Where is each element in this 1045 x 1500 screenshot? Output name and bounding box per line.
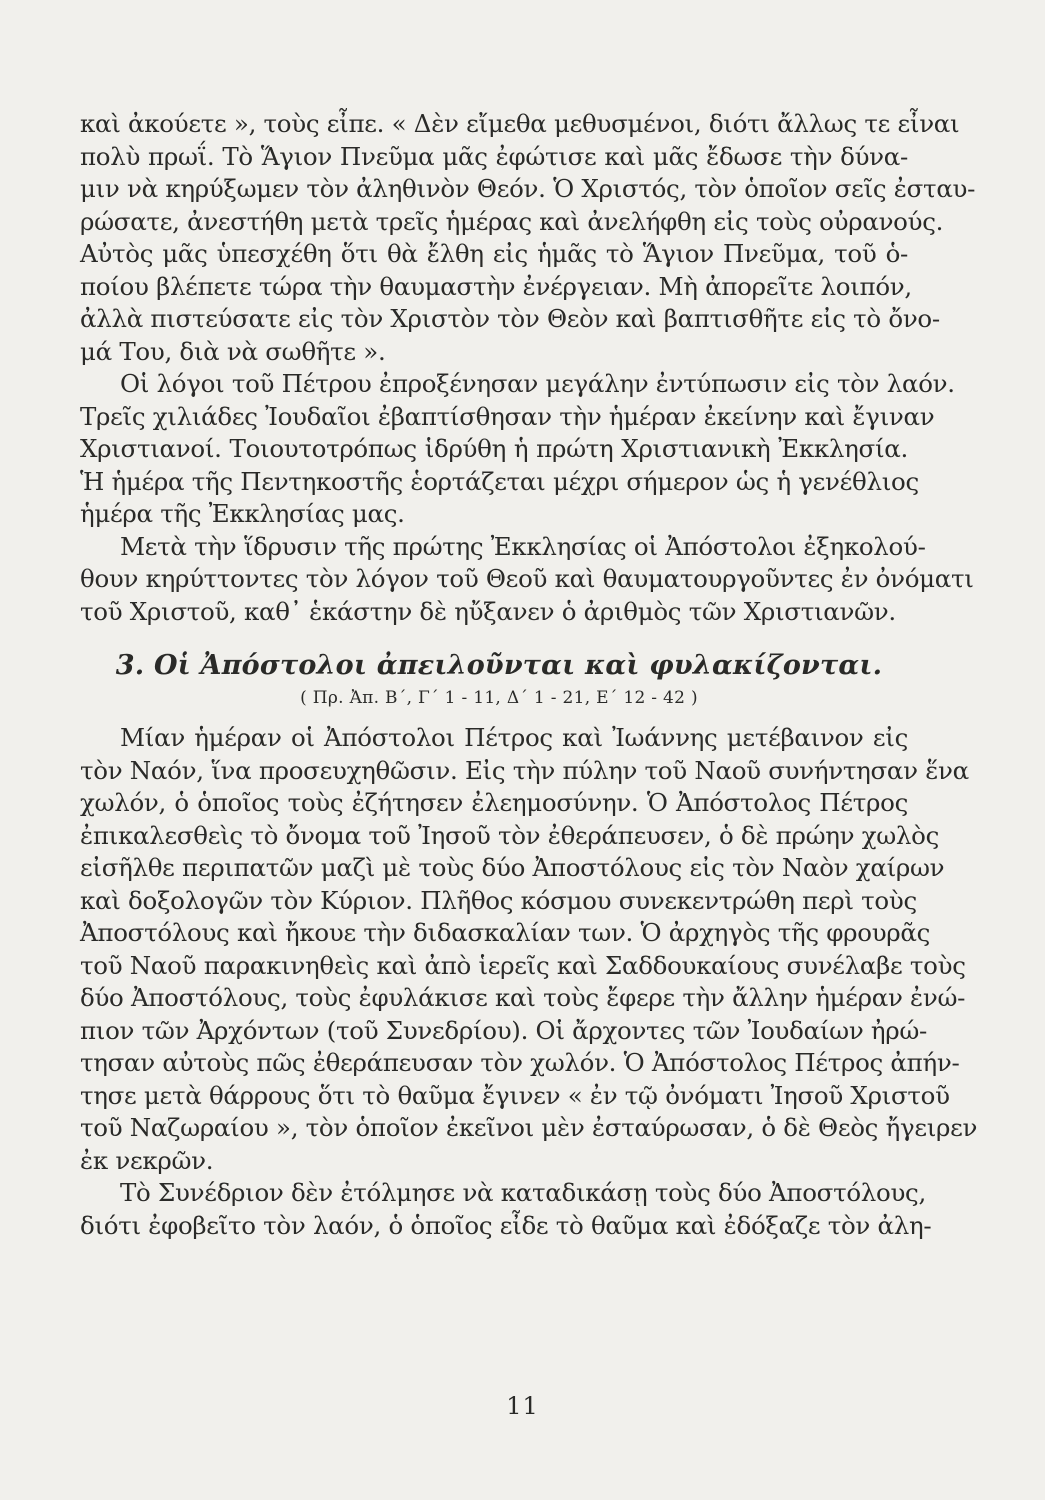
page-number: 11 — [506, 1392, 539, 1420]
text-line: καὶ δοξολογῶν τὸν Κύριον. Πλῆθος κόσμου συνεκεντρώθη περὶ τοὺς — [80, 885, 917, 915]
paragraph-apostles-preaching — [80, 531, 974, 629]
text-line: δύο Ἀποστόλους, τοὺς ἐφυλάκισε καὶ τοὺς ἔφερε τὴν ἄλλην ἡμέραν ἐνώ- — [80, 983, 966, 1012]
text-line: ἐπικαλεσθεὶς τὸ ὄνομα τοῦ Ἰησοῦ τὸν ἐθεράπευσεν, ὁ δὲ πρώην χωλὸς — [80, 820, 940, 850]
text-line: ἡμέρα τῆς Ἐκκλησίας μας. — [80, 499, 405, 528]
text-line: ρώσατε, ἀνεστήθη μετὰ τρεῖς ἡμέρας καὶ ἀνελήφθη εἰς τοὺς οὐρανούς. — [80, 206, 944, 236]
text-line: Τρεῖς χιλιάδες Ἰουδαῖοι ἐβαπτίσθησαν τὴν ἡμέραν ἐκείνην καὶ ἔγιναν — [80, 401, 935, 431]
text-line: μιν νὰ κηρύξωμεν τὸν ἀληθινὸν Θεόν. Ὁ Χριστός, τὸν ὁποῖον σεῖς ἐσταυ- — [80, 174, 976, 203]
paragraph-sanhedrin — [80, 1177, 932, 1242]
text-line: διότι ἐφοβεῖτο τὸν λαόν, ὁ ὁποῖος εἶδε τὸ θαῦμα καὶ ἐδόξαζε τὸν ἀλη- — [80, 1210, 932, 1240]
text-line: τοῦ Ναοῦ παρακινηθεὶς καὶ ἀπὸ ἱερεῖς καὶ Σαδδουκαίους συνέλαβε τοὺς — [80, 950, 966, 980]
text-line: πιον τῶν Ἀρχόντων (τοῦ Συνεδρίου). Οἱ ἄρχοντες τῶν Ἰουδαίων ἠρώ- — [80, 1015, 928, 1045]
text-line: τοῦ Χριστοῦ, καθ᾽ ἑκάστην δὲ ηὔξανεν ὁ ἀριθμὸς τῶν Χριστιανῶν. — [80, 596, 896, 626]
text-line: ἐκ νεκρῶν. — [80, 1145, 214, 1175]
paragraph-peter-speech-end — [80, 108, 976, 368]
page-body — [80, 108, 978, 1242]
text-line: Μίαν ἡμέραν οἱ Ἀπόστολοι Πέτρος καὶ Ἰωάννης μετέβαινον εἰς — [120, 723, 908, 752]
text-line: ἀλλὰ πιστεύσατε εἰς τὸν Χριστὸν τὸν Θεὸν καὶ βαπτισθῆτε εἰς τὸ ὄνο- — [80, 304, 940, 333]
section-heading: 3. Οἱ Ἀπόστολοι ἀπειλοῦνται καὶ φυλακίζονται. — [115, 650, 883, 681]
text-line: καὶ ἀκούετε », τοὺς εἶπε. « Δὲν εἴμεθα μεθυσμένοι, διότι ἄλλως τε εἶναι — [80, 109, 960, 138]
text-line: Ἡ ἡμέρα τῆς Πεντηκοστῆς ἑορτάζεται μέχρι σήμερον ὡς ἡ γενέθλιος — [80, 466, 919, 496]
section-reference: ( Πρ. Ἀπ. Β΄, Γ΄ 1 - 11, Δ΄ 1 - 21, Ε΄ 12 - 42 ) — [300, 688, 698, 708]
text-line: εἰσῆλθε περιπατῶν μαζὶ μὲ τοὺς δύο Ἀποστόλους εἰς τὸν Ναὸν χαίρων — [80, 853, 945, 882]
text-line: θουν κηρύττοντες τὸν λόγον τοῦ Θεοῦ καὶ θαυματουργοῦντες ἐν ὀνόματι — [80, 564, 974, 593]
text-line: Ἀποστόλους καὶ ἤκουε τὴν διδασκαλίαν των. Ὁ ἀρχηγὸς τῆς φρουρᾶς — [80, 918, 931, 947]
text-line: τησε μετὰ θάρρους ὅτι τὸ θαῦμα ἔγινεν « ἐν τῷ ὀνόματι Ἰησοῦ Χριστοῦ — [80, 1080, 950, 1110]
text-line: μά Του, διὰ νὰ σωθῆτε ». — [80, 336, 386, 366]
text-line: τοῦ Ναζωραίου », τὸν ὁποῖον ἐκεῖνοι μὲν ἐσταύρωσαν, ὁ δὲ Θεὸς ἤγειρεν — [80, 1113, 978, 1142]
text-line: πολὺ πρωΐ. Τὸ Ἅγιον Πνεῦμα μᾶς ἐφώτισε καὶ μᾶς ἔδωσε τὴν δύνα- — [80, 141, 908, 171]
text-line: Χριστιανοί. Τοιουτοτρόπως ἱδρύθη ἡ πρώτη Χριστιανικὴ Ἐκκλησία. — [80, 434, 908, 463]
text-line: τησαν αὐτοὺς πῶς ἐθεράπευσαν τὸν χωλόν. Ὁ Ἀπόστολος Πέτρος ἀπήν- — [80, 1048, 960, 1077]
text-line: χωλόν, ὁ ὁποῖος τοὺς ἐζήτησεν ἐλεημοσύνην. Ὁ Ἀπόστολος Πέτρος — [80, 788, 908, 817]
text-line: τὸν Ναόν, ἵνα προσευχηθῶσιν. Εἰς τὴν πύλην τοῦ Ναοῦ συνήντησαν ἕνα — [80, 755, 969, 785]
text-line: Οἱ λόγοι τοῦ Πέτρου ἐπροξένησαν μεγάλην ἐντύπωσιν εἰς τὸν λαόν. — [120, 369, 955, 398]
text-line: Τὸ Συνέδριον δὲν ἐτόλμησε νὰ καταδικάσῃ τοὺς δύο Ἀποστόλους, — [120, 1178, 926, 1207]
text-line: Αὐτὸς μᾶς ὑπεσχέθη ὅτι θὰ ἔλθη εἰς ἡμᾶς τὸ Ἅγιον Πνεῦμα, τοῦ ὁ- — [80, 239, 908, 268]
text-line: Μετὰ τὴν ἵδρυσιν τῆς πρώτης Ἐκκλησίας οἱ Ἀπόστολοι ἐξηκολού- — [120, 531, 926, 561]
text-line: ποίου βλέπετε τώρα τὴν θαυμαστὴν ἐνέργειαν. Μὴ ἀπορεῖτε λοιπόν, — [80, 271, 912, 301]
paragraph-first-church — [80, 368, 955, 531]
paragraph-healing-of-lame — [80, 722, 978, 1177]
